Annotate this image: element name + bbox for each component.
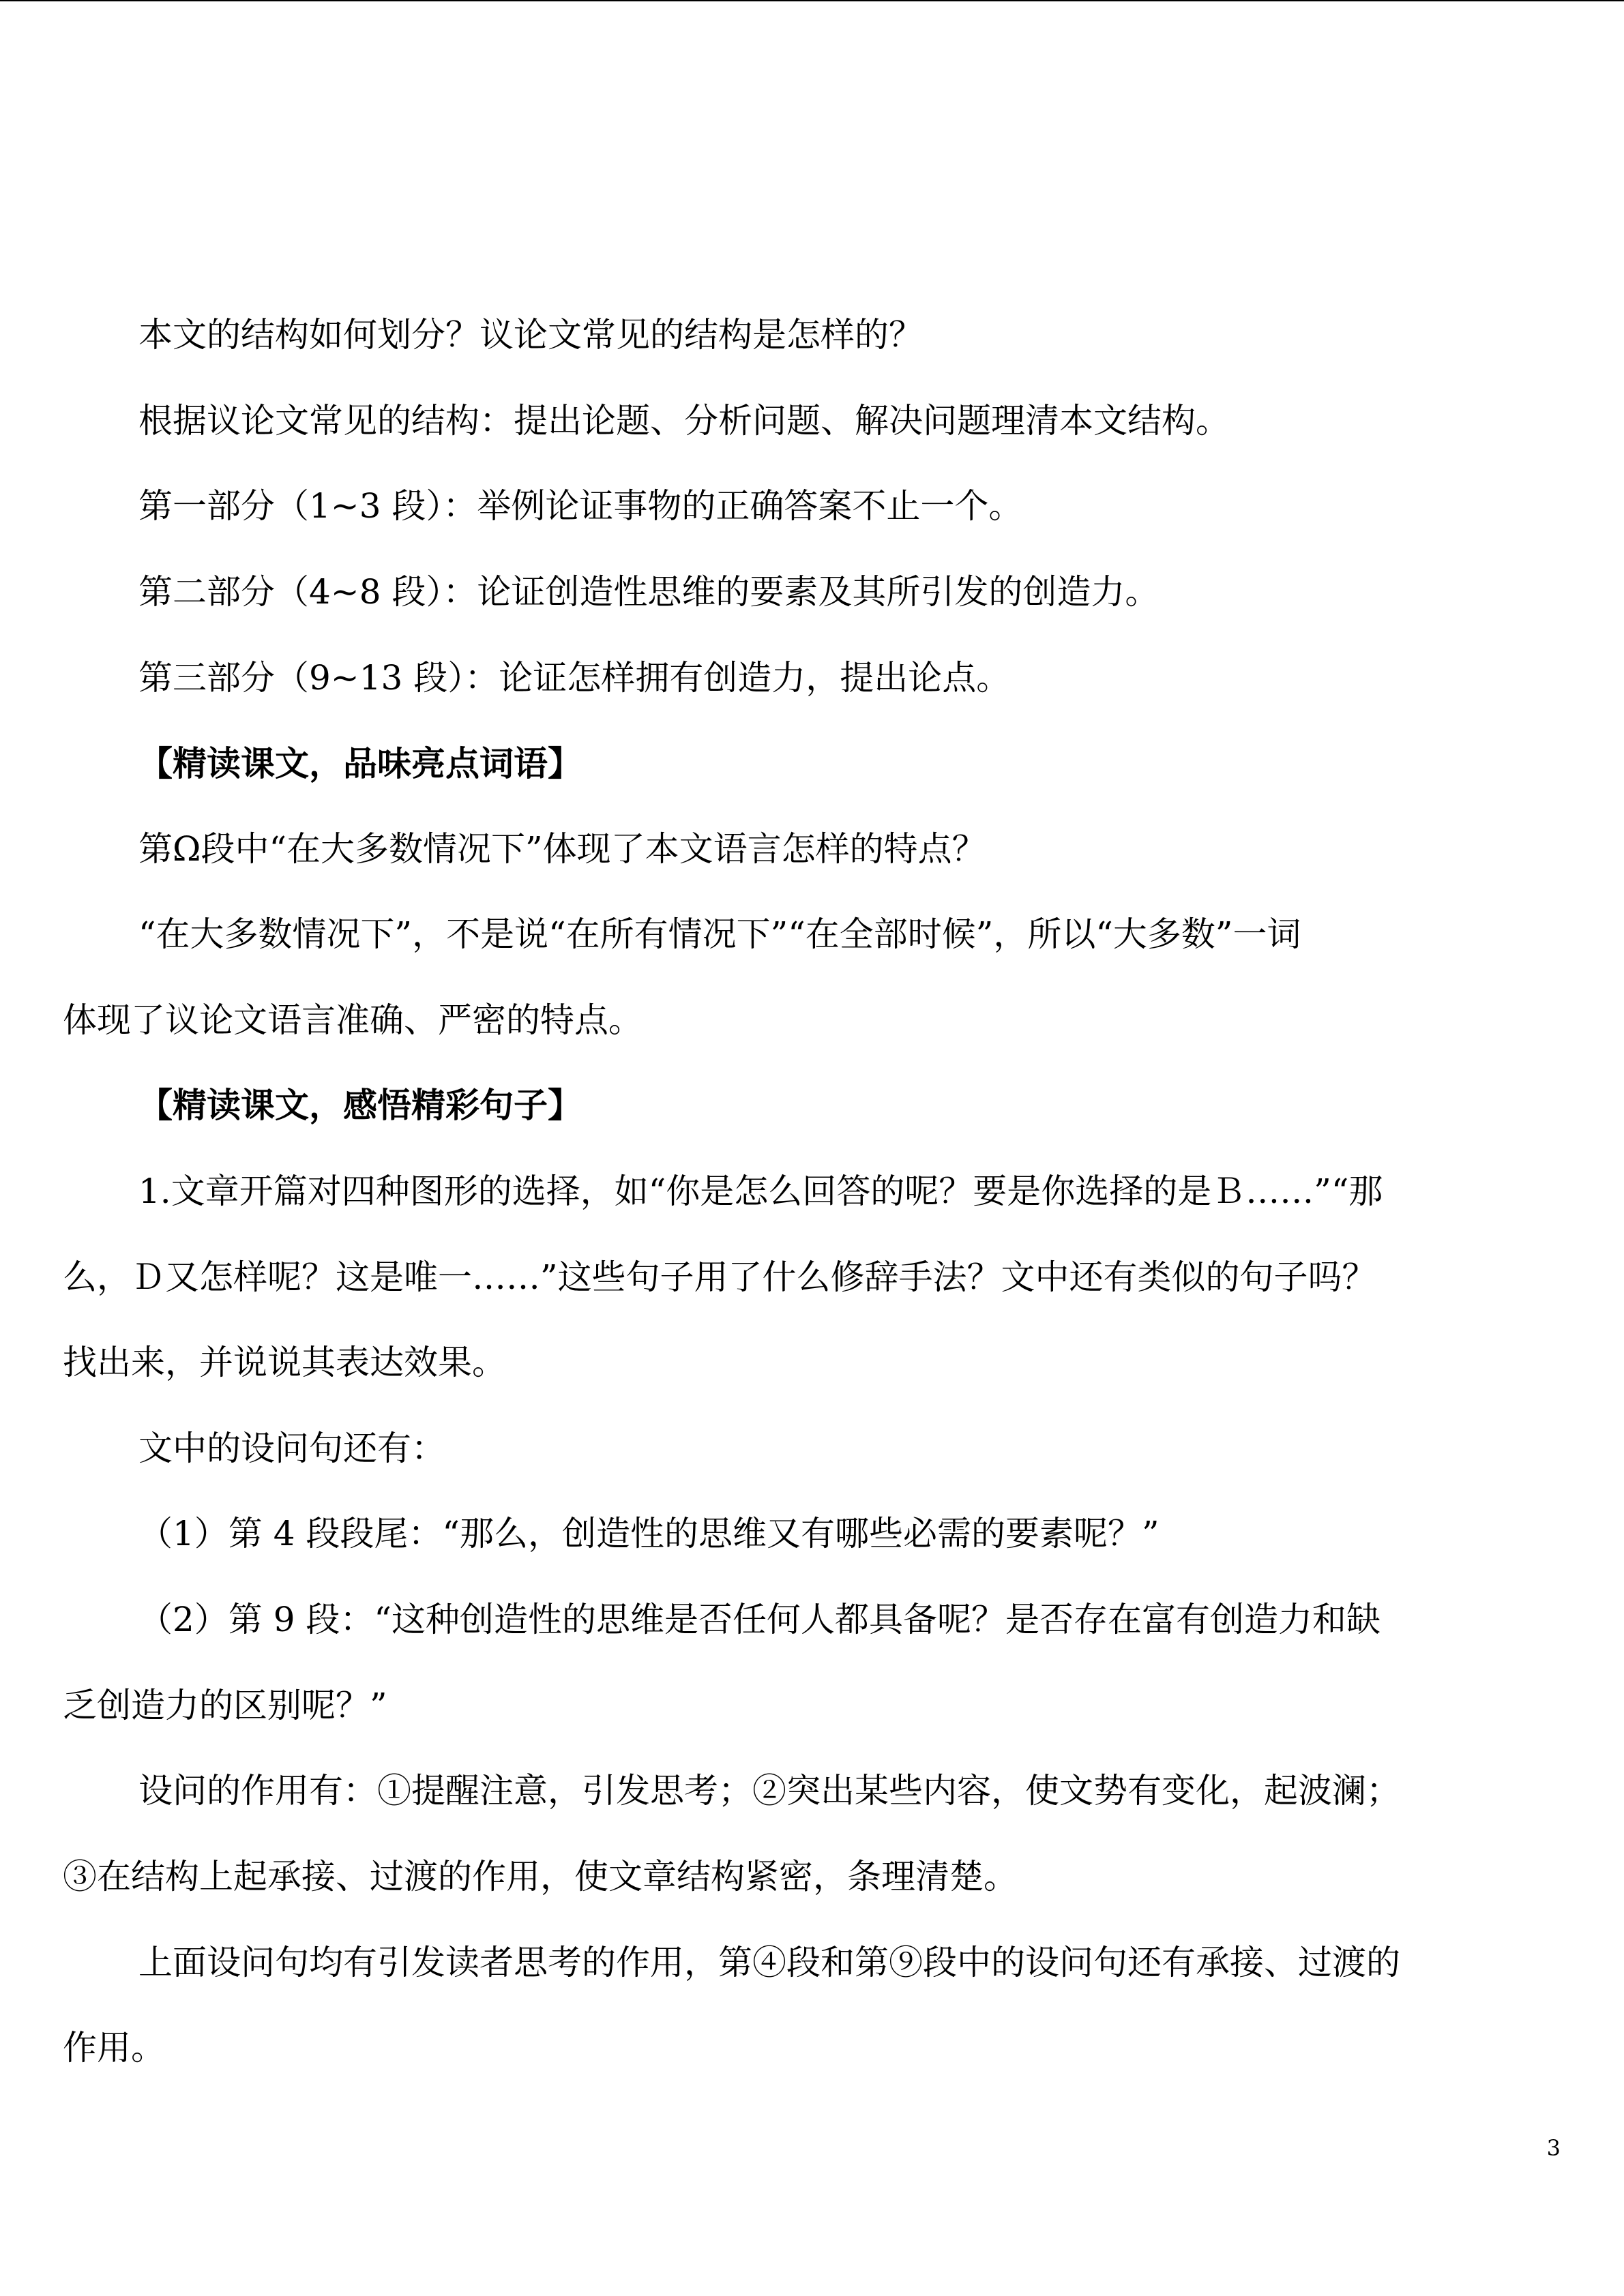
part-one: 第一部分（1~3 段）：举例论证事物的正确答案不止一个。 xyxy=(138,486,1023,526)
summary-line-1: 上面设问句均有引发读者思考的作用，第④段和第⑨段中的设问句还有承接、过渡的 xyxy=(138,1943,1400,1982)
page-number: 3 xyxy=(1546,2135,1561,2161)
rhetorical-function-line-1: 设问的作用有：①提醒注意，引发思考；②突出某些内容，使文势有变化，起波澜； xyxy=(138,1771,1400,1810)
rhetorical-question-1: （1）第 4 段段尾：“那么，创造性的思维又有哪些必需的要素呢？” xyxy=(138,1514,1160,1553)
part-three: 第三部分（9~13 段）：论证怎样拥有创造力，提出论点。 xyxy=(138,658,1011,698)
question-language: 第Ω段中“在大多数情况下”体现了本文语言怎样的特点？ xyxy=(138,829,986,869)
part-two: 第二部分（4~8 段）：论证创造性思维的要素及其所引发的创造力。 xyxy=(138,572,1160,612)
rhetorical-question-2-line-1: （2）第 9 段：“这种创造性的思维是否任何人都具备呢？是否存在富有创造力和缺 xyxy=(138,1600,1381,1639)
question-rhetoric-line-2: 么，Ｄ又怎样呢？这是唯一……”这些句子用了什么修辞手法？文中还有类似的句子吗？ xyxy=(63,1257,1376,1297)
section-heading-sentences: 【精读课文，感悟精彩句子】 xyxy=(138,1085,582,1125)
structure-method: 根据议论文常见的结构：提出论题、分析问题、解决问题理清本文结构。 xyxy=(138,401,1230,441)
section-heading-words: 【精读课文，品味亮点词语】 xyxy=(138,743,582,784)
rhetorical-question-2-line-2: 乏创造力的区别呢？” xyxy=(63,1686,387,1725)
question-rhetoric-line-1: 1.文章开篇对四种图形的选择，如“你是怎么回答的呢？要是你选择的是Ｂ……”“那 xyxy=(138,1172,1383,1211)
question-rhetoric-line-3: 找出来，并说说其表达效果。 xyxy=(63,1343,506,1382)
rhetorical-function-line-2: ③在结构上起承接、过渡的作用，使文章结构紧密，条理清楚。 xyxy=(63,1857,1018,1896)
answer-language-line-2: 体现了议论文语言准确、严密的特点。 xyxy=(63,1000,643,1040)
rhetorical-questions-intro: 文中的设问句还有： xyxy=(138,1429,445,1468)
answer-language-line-1: “在大多数情况下”，不是说“在所有情况下”“在全部时候”，所以“大多数”一词 xyxy=(138,914,1301,954)
question-structure: 本文的结构如何划分？议论文常见的结构是怎样的？ xyxy=(138,315,923,355)
summary-line-2: 作用。 xyxy=(63,2028,165,2068)
